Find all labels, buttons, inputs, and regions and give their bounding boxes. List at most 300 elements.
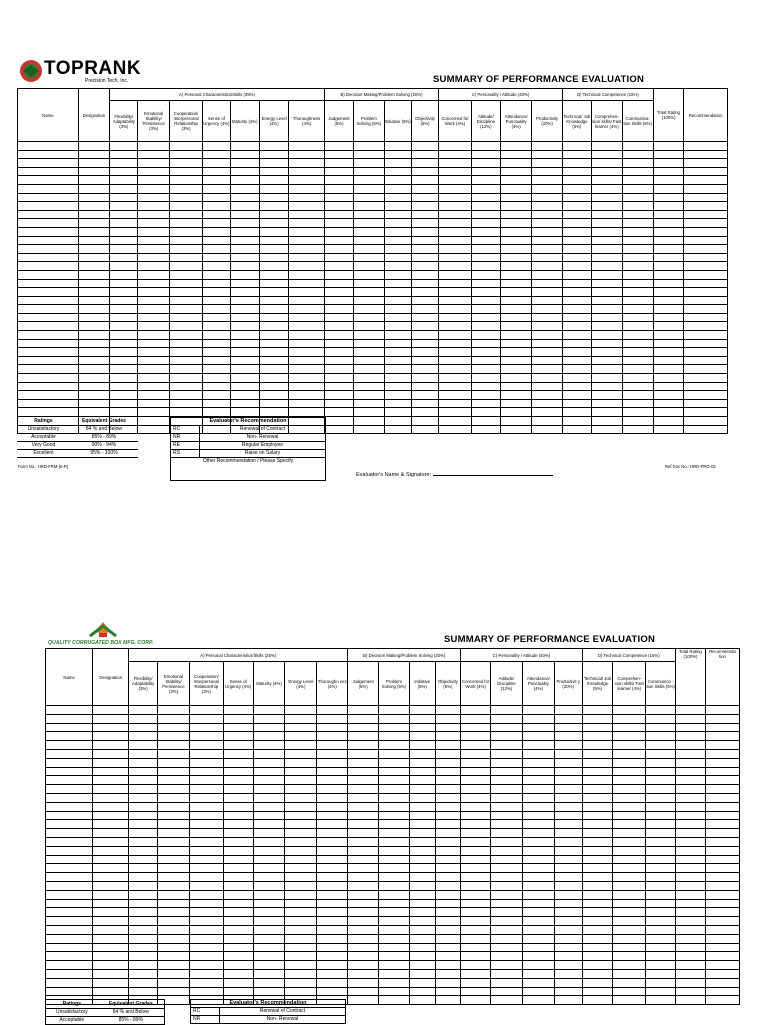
- table-cell[interactable]: [522, 978, 554, 987]
- table-cell[interactable]: [379, 881, 410, 890]
- table-cell[interactable]: [613, 837, 646, 846]
- table-cell[interactable]: [169, 193, 202, 202]
- table-cell[interactable]: [354, 270, 384, 279]
- table-cell[interactable]: [110, 210, 138, 219]
- table-cell[interactable]: [522, 996, 554, 1005]
- table-cell[interactable]: [501, 348, 532, 357]
- table-cell[interactable]: [110, 245, 138, 254]
- table-cell[interactable]: [501, 288, 532, 297]
- table-cell[interactable]: [554, 952, 582, 961]
- table-cell[interactable]: [289, 236, 324, 245]
- table-cell[interactable]: [285, 793, 317, 802]
- table-cell[interactable]: [554, 837, 582, 846]
- table-cell[interactable]: [317, 749, 348, 758]
- table-cell[interactable]: [169, 322, 202, 331]
- table-cell[interactable]: [379, 925, 410, 934]
- table-cell[interactable]: [317, 864, 348, 873]
- table-cell[interactable]: [138, 253, 169, 262]
- table-cell[interactable]: [348, 706, 379, 715]
- table-cell[interactable]: [289, 245, 324, 254]
- table-cell[interactable]: [46, 741, 93, 750]
- table-cell[interactable]: [46, 952, 93, 961]
- table-cell[interactable]: [46, 961, 93, 970]
- table-cell[interactable]: [110, 356, 138, 365]
- table-cell[interactable]: [409, 873, 435, 882]
- table-cell[interactable]: [705, 820, 739, 829]
- table-cell[interactable]: [562, 391, 591, 400]
- table-cell[interactable]: [129, 741, 158, 750]
- table-cell[interactable]: [379, 732, 410, 741]
- table-cell[interactable]: [676, 714, 706, 723]
- table-cell[interactable]: [435, 890, 461, 899]
- table-cell[interactable]: [110, 150, 138, 159]
- table-cell[interactable]: [554, 846, 582, 855]
- table-cell[interactable]: [289, 382, 324, 391]
- table-cell[interactable]: [622, 417, 653, 426]
- table-cell[interactable]: [324, 184, 353, 193]
- table-cell[interactable]: [592, 313, 622, 322]
- table-cell[interactable]: [653, 348, 683, 357]
- table-cell[interactable]: [646, 873, 676, 882]
- table-cell[interactable]: [223, 749, 253, 758]
- table-cell[interactable]: [348, 758, 379, 767]
- table-cell[interactable]: [653, 236, 683, 245]
- table-cell[interactable]: [461, 837, 491, 846]
- table-cell[interactable]: [613, 811, 646, 820]
- table-cell[interactable]: [653, 279, 683, 288]
- table-cell[interactable]: [411, 417, 438, 426]
- table-cell[interactable]: [676, 793, 706, 802]
- table-cell[interactable]: [189, 723, 223, 732]
- table-cell[interactable]: [471, 365, 500, 374]
- table-cell[interactable]: [223, 802, 253, 811]
- table-cell[interactable]: [532, 417, 562, 426]
- table-cell[interactable]: [613, 785, 646, 794]
- table-cell[interactable]: [78, 399, 109, 408]
- table-cell[interactable]: [230, 253, 259, 262]
- table-cell[interactable]: [110, 348, 138, 357]
- table-cell[interactable]: [354, 288, 384, 297]
- table-cell[interactable]: [78, 159, 109, 168]
- table-cell[interactable]: [46, 864, 93, 873]
- table-cell[interactable]: [46, 969, 93, 978]
- table-cell[interactable]: [411, 253, 438, 262]
- table-cell[interactable]: [562, 262, 591, 271]
- table-cell[interactable]: [532, 425, 562, 434]
- table-cell[interactable]: [582, 767, 613, 776]
- table-cell[interactable]: [354, 210, 384, 219]
- table-cell[interactable]: [189, 785, 223, 794]
- table-cell[interactable]: [289, 365, 324, 374]
- table-cell[interactable]: [471, 356, 500, 365]
- table-cell[interactable]: [582, 846, 613, 855]
- table-cell[interactable]: [554, 855, 582, 864]
- table-cell[interactable]: [435, 987, 461, 996]
- table-cell[interactable]: [622, 184, 653, 193]
- table-cell[interactable]: [582, 776, 613, 785]
- table-cell[interactable]: [46, 820, 93, 829]
- table-cell[interactable]: [158, 785, 190, 794]
- table-cell[interactable]: [411, 322, 438, 331]
- table-cell[interactable]: [138, 391, 169, 400]
- table-cell[interactable]: [324, 382, 353, 391]
- table-cell[interactable]: [259, 176, 288, 185]
- table-cell[interactable]: [259, 348, 288, 357]
- table-cell[interactable]: [532, 142, 562, 151]
- table-cell[interactable]: [354, 425, 384, 434]
- table-cell[interactable]: [646, 776, 676, 785]
- table-cell[interactable]: [384, 374, 411, 383]
- table-cell[interactable]: [384, 184, 411, 193]
- table-cell[interactable]: [253, 785, 285, 794]
- table-cell[interactable]: [285, 952, 317, 961]
- table-cell[interactable]: [522, 961, 554, 970]
- table-cell[interactable]: [138, 193, 169, 202]
- table-cell[interactable]: [471, 305, 500, 314]
- table-cell[interactable]: [384, 262, 411, 271]
- table-cell[interactable]: [491, 978, 523, 987]
- table-cell[interactable]: [435, 785, 461, 794]
- table-cell[interactable]: [461, 969, 491, 978]
- table-cell[interactable]: [684, 296, 728, 305]
- table-cell[interactable]: [522, 969, 554, 978]
- table-cell[interactable]: [93, 943, 129, 952]
- table-cell[interactable]: [317, 934, 348, 943]
- table-cell[interactable]: [592, 202, 622, 211]
- table-cell[interactable]: [158, 987, 190, 996]
- table-cell[interactable]: [223, 855, 253, 864]
- table-cell[interactable]: [471, 150, 500, 159]
- table-cell[interactable]: [317, 925, 348, 934]
- table-cell[interactable]: [676, 996, 706, 1005]
- table-cell[interactable]: [676, 917, 706, 926]
- table-cell[interactable]: [653, 374, 683, 383]
- table-cell[interactable]: [110, 399, 138, 408]
- table-cell[interactable]: [129, 820, 158, 829]
- table-cell[interactable]: [613, 899, 646, 908]
- table-cell[interactable]: [411, 339, 438, 348]
- table-cell[interactable]: [491, 837, 523, 846]
- table-cell[interactable]: [439, 193, 471, 202]
- table-cell[interactable]: [532, 167, 562, 176]
- table-cell[interactable]: [158, 969, 190, 978]
- table-cell[interactable]: [384, 219, 411, 228]
- table-cell[interactable]: [384, 365, 411, 374]
- table-cell[interactable]: [411, 202, 438, 211]
- table-cell[interactable]: [223, 925, 253, 934]
- table-cell[interactable]: [461, 881, 491, 890]
- table-cell[interactable]: [169, 399, 202, 408]
- table-cell[interactable]: [18, 227, 79, 236]
- table-cell[interactable]: [348, 732, 379, 741]
- table-cell[interactable]: [646, 758, 676, 767]
- table-cell[interactable]: [324, 296, 353, 305]
- table-cell[interactable]: [348, 846, 379, 855]
- table-cell[interactable]: [324, 202, 353, 211]
- table-cell[interactable]: [189, 846, 223, 855]
- table-cell[interactable]: [491, 961, 523, 970]
- table-cell[interactable]: [676, 890, 706, 899]
- table-cell[interactable]: [158, 855, 190, 864]
- table-cell[interactable]: [158, 802, 190, 811]
- table-cell[interactable]: [501, 331, 532, 340]
- table-cell[interactable]: [411, 425, 438, 434]
- table-cell[interactable]: [646, 978, 676, 987]
- table-cell[interactable]: [461, 934, 491, 943]
- table-cell[interactable]: [501, 202, 532, 211]
- table-cell[interactable]: [522, 864, 554, 873]
- table-cell[interactable]: [253, 723, 285, 732]
- table-cell[interactable]: [379, 785, 410, 794]
- table-cell[interactable]: [324, 245, 353, 254]
- table-cell[interactable]: [613, 925, 646, 934]
- table-cell[interactable]: [317, 969, 348, 978]
- table-cell[interactable]: [582, 741, 613, 750]
- table-cell[interactable]: [554, 706, 582, 715]
- table-cell[interactable]: [461, 714, 491, 723]
- table-cell[interactable]: [622, 142, 653, 151]
- table-cell[interactable]: [646, 723, 676, 732]
- table-cell[interactable]: [169, 348, 202, 357]
- table-cell[interactable]: [646, 793, 676, 802]
- table-cell[interactable]: [439, 322, 471, 331]
- table-cell[interactable]: [684, 408, 728, 417]
- table-cell[interactable]: [439, 159, 471, 168]
- table-cell[interactable]: [129, 925, 158, 934]
- table-cell[interactable]: [285, 864, 317, 873]
- table-cell[interactable]: [230, 305, 259, 314]
- table-cell[interactable]: [554, 881, 582, 890]
- table-cell[interactable]: [230, 210, 259, 219]
- table-cell[interactable]: [223, 961, 253, 970]
- table-cell[interactable]: [439, 365, 471, 374]
- table-cell[interactable]: [491, 732, 523, 741]
- table-cell[interactable]: [554, 723, 582, 732]
- table-cell[interactable]: [532, 382, 562, 391]
- table-cell[interactable]: [491, 706, 523, 715]
- table-cell[interactable]: [129, 793, 158, 802]
- table-cell[interactable]: [409, 767, 435, 776]
- table-cell[interactable]: [409, 890, 435, 899]
- table-cell[interactable]: [93, 881, 129, 890]
- table-cell[interactable]: [348, 987, 379, 996]
- table-cell[interactable]: [289, 142, 324, 151]
- table-cell[interactable]: [46, 873, 93, 882]
- table-cell[interactable]: [253, 961, 285, 970]
- table-cell[interactable]: [409, 776, 435, 785]
- table-cell[interactable]: [285, 917, 317, 926]
- table-cell[interactable]: [491, 987, 523, 996]
- table-cell[interactable]: [158, 917, 190, 926]
- table-cell[interactable]: [203, 382, 230, 391]
- table-cell[interactable]: [223, 934, 253, 943]
- table-cell[interactable]: [324, 227, 353, 236]
- table-cell[interactable]: [471, 159, 500, 168]
- table-cell[interactable]: [285, 855, 317, 864]
- table-cell[interactable]: [471, 382, 500, 391]
- table-cell[interactable]: [435, 749, 461, 758]
- table-cell[interactable]: [317, 873, 348, 882]
- table-cell[interactable]: [622, 305, 653, 314]
- table-cell[interactable]: [46, 837, 93, 846]
- table-cell[interactable]: [253, 776, 285, 785]
- table-cell[interactable]: [461, 996, 491, 1005]
- table-cell[interactable]: [501, 193, 532, 202]
- table-cell[interactable]: [461, 855, 491, 864]
- table-cell[interactable]: [169, 202, 202, 211]
- table-cell[interactable]: [138, 339, 169, 348]
- table-cell[interactable]: [562, 348, 591, 357]
- table-cell[interactable]: [169, 219, 202, 228]
- table-cell[interactable]: [622, 262, 653, 271]
- table-cell[interactable]: [582, 917, 613, 926]
- table-cell[interactable]: [348, 934, 379, 943]
- table-cell[interactable]: [435, 917, 461, 926]
- table-cell[interactable]: [653, 296, 683, 305]
- table-cell[interactable]: [622, 150, 653, 159]
- table-cell[interactable]: [317, 890, 348, 899]
- table-cell[interactable]: [138, 348, 169, 357]
- table-cell[interactable]: [582, 952, 613, 961]
- table-cell[interactable]: [411, 210, 438, 219]
- table-cell[interactable]: [676, 978, 706, 987]
- table-cell[interactable]: [491, 943, 523, 952]
- table-cell[interactable]: [259, 339, 288, 348]
- table-cell[interactable]: [522, 943, 554, 952]
- table-cell[interactable]: [684, 262, 728, 271]
- table-cell[interactable]: [189, 934, 223, 943]
- table-cell[interactable]: [110, 382, 138, 391]
- table-cell[interactable]: [138, 305, 169, 314]
- table-cell[interactable]: [435, 820, 461, 829]
- table-cell[interactable]: [158, 723, 190, 732]
- table-cell[interactable]: [491, 855, 523, 864]
- table-cell[interactable]: [289, 305, 324, 314]
- table-cell[interactable]: [622, 365, 653, 374]
- table-cell[interactable]: [471, 417, 500, 426]
- table-cell[interactable]: [169, 313, 202, 322]
- table-cell[interactable]: [409, 934, 435, 943]
- table-cell[interactable]: [189, 961, 223, 970]
- table-cell[interactable]: [203, 296, 230, 305]
- table-cell[interactable]: [317, 837, 348, 846]
- table-cell[interactable]: [18, 253, 79, 262]
- table-cell[interactable]: [158, 846, 190, 855]
- table-cell[interactable]: [461, 899, 491, 908]
- table-cell[interactable]: [379, 934, 410, 943]
- table-cell[interactable]: [285, 785, 317, 794]
- table-cell[interactable]: [562, 382, 591, 391]
- table-cell[interactable]: [501, 313, 532, 322]
- table-cell[interactable]: [203, 159, 230, 168]
- table-cell[interactable]: [705, 793, 739, 802]
- table-cell[interactable]: [676, 934, 706, 943]
- table-cell[interactable]: [562, 408, 591, 417]
- table-cell[interactable]: [653, 305, 683, 314]
- table-cell[interactable]: [317, 723, 348, 732]
- table-cell[interactable]: [230, 184, 259, 193]
- table-cell[interactable]: [684, 202, 728, 211]
- table-cell[interactable]: [676, 873, 706, 882]
- table-cell[interactable]: [501, 365, 532, 374]
- table-cell[interactable]: [379, 978, 410, 987]
- table-cell[interactable]: [592, 270, 622, 279]
- table-cell[interactable]: [169, 142, 202, 151]
- table-cell[interactable]: [189, 802, 223, 811]
- table-cell[interactable]: [129, 987, 158, 996]
- table-cell[interactable]: [78, 227, 109, 236]
- table-cell[interactable]: [471, 348, 500, 357]
- table-cell[interactable]: [169, 365, 202, 374]
- table-cell[interactable]: [189, 714, 223, 723]
- table-cell[interactable]: [158, 864, 190, 873]
- table-cell[interactable]: [613, 908, 646, 917]
- table-cell[interactable]: [189, 881, 223, 890]
- table-cell[interactable]: [439, 176, 471, 185]
- table-cell[interactable]: [379, 793, 410, 802]
- table-cell[interactable]: [93, 855, 129, 864]
- table-cell[interactable]: [409, 811, 435, 820]
- table-cell[interactable]: [158, 899, 190, 908]
- table-cell[interactable]: [562, 184, 591, 193]
- table-cell[interactable]: [684, 142, 728, 151]
- table-cell[interactable]: [646, 864, 676, 873]
- table-cell[interactable]: [676, 802, 706, 811]
- table-cell[interactable]: [684, 374, 728, 383]
- table-cell[interactable]: [532, 245, 562, 254]
- table-cell[interactable]: [613, 749, 646, 758]
- table-cell[interactable]: [705, 917, 739, 926]
- table-cell[interactable]: [230, 365, 259, 374]
- table-cell[interactable]: [554, 732, 582, 741]
- table-cell[interactable]: [129, 855, 158, 864]
- table-cell[interactable]: [501, 245, 532, 254]
- table-cell[interactable]: [46, 793, 93, 802]
- table-cell[interactable]: [384, 142, 411, 151]
- table-cell[interactable]: [379, 952, 410, 961]
- table-cell[interactable]: [158, 943, 190, 952]
- table-cell[interactable]: [158, 820, 190, 829]
- table-cell[interactable]: [622, 374, 653, 383]
- table-cell[interactable]: [324, 219, 353, 228]
- table-cell[interactable]: [562, 142, 591, 151]
- table-cell[interactable]: [461, 767, 491, 776]
- table-cell[interactable]: [354, 184, 384, 193]
- table-cell[interactable]: [129, 917, 158, 926]
- table-cell[interactable]: [93, 917, 129, 926]
- table-cell[interactable]: [354, 227, 384, 236]
- table-cell[interactable]: [491, 864, 523, 873]
- table-cell[interactable]: [129, 969, 158, 978]
- table-cell[interactable]: [532, 339, 562, 348]
- table-cell[interactable]: [435, 732, 461, 741]
- table-cell[interactable]: [354, 202, 384, 211]
- table-cell[interactable]: [646, 785, 676, 794]
- table-cell[interactable]: [471, 210, 500, 219]
- table-cell[interactable]: [223, 741, 253, 750]
- table-cell[interactable]: [522, 908, 554, 917]
- table-cell[interactable]: [110, 202, 138, 211]
- table-cell[interactable]: [289, 193, 324, 202]
- table-cell[interactable]: [554, 758, 582, 767]
- table-cell[interactable]: [622, 202, 653, 211]
- table-cell[interactable]: [646, 899, 676, 908]
- table-cell[interactable]: [411, 305, 438, 314]
- table-cell[interactable]: [324, 356, 353, 365]
- table-cell[interactable]: [253, 943, 285, 952]
- table-cell[interactable]: [138, 210, 169, 219]
- table-cell[interactable]: [78, 279, 109, 288]
